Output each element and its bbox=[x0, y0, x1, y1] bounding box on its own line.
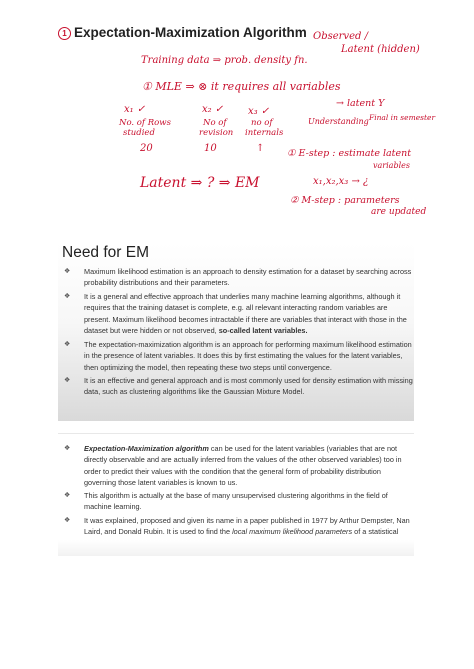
bullet-text: can be used for the latent variables (variables that are not directly observable and are actually inferred from the values of the other observed variables) too in order to predict their values with the condition that the general form of probability distribution governing those latent variables is known to us. bbox=[84, 444, 402, 488]
bullet-icon: ❖ bbox=[64, 492, 71, 499]
note-estep: ① E-step : estimate latent bbox=[287, 148, 412, 159]
note-mstep: ② M-step : parameters bbox=[290, 195, 400, 206]
bullet-text: The expectation-maximization algorithm is an approach for performing maximum likelihood estimation in the presence of latent variables. It does this by first estimating the values for the latent variables, then optimizing the model, then repeating these two steps until convergence. bbox=[84, 340, 412, 372]
bullet-icon: ❖ bbox=[64, 293, 71, 300]
note-x1-desc2: studied bbox=[123, 128, 155, 138]
note-x2-desc1: No of bbox=[203, 118, 227, 128]
note-x3-val: ↑ bbox=[256, 143, 265, 154]
note-x1-desc1: No. of Rows bbox=[119, 118, 171, 128]
note-training: Training data ⇒ prob. density fn. bbox=[141, 55, 308, 66]
bullet-icon: ❖ bbox=[64, 517, 71, 524]
bullet-icon: ❖ bbox=[64, 377, 71, 384]
note-x3-desc1: no of bbox=[251, 118, 273, 128]
note-variables: variables bbox=[373, 161, 410, 170]
note-x2: x₂ ✓ bbox=[202, 104, 224, 115]
section-heading: Need for EM bbox=[62, 244, 150, 261]
note-final-exam: Final in semester bbox=[369, 113, 436, 122]
bullet-icon: ❖ bbox=[64, 268, 71, 275]
note-x1: x₁ ✓ bbox=[124, 104, 146, 115]
note-latent-em: Latent ⇒ ? ⇒ EM bbox=[140, 175, 260, 191]
bullet-text: Maximum likelihood estimation is an approach to density estimation for a dataset by searching across probability distributions and their parameters. bbox=[84, 267, 412, 288]
bullet-text: It was explained, proposed and given its name in a paper published in 1977 by Arthur Dempster, Nan Laird, and Donald Rubin. It is used to find the bbox=[84, 516, 410, 537]
note-x3-desc2: internals bbox=[245, 128, 284, 138]
bullet-text: It is a general and effective approach that underlies many machine learning algorithms, although it requires that the training dataset is complete, e.g. all relevant interacting random variables are present. Maximum likelihood becomes intractable if there are variables that interact with those in the dataset but were hidden or not observed, bbox=[84, 292, 407, 336]
note-latent-hidden: Latent (hidden) bbox=[341, 44, 420, 55]
bullet-text: This algorithm is actually at the base of many unsupervised clustering algorithms in the field of machine learning. bbox=[84, 491, 388, 512]
note-observed: Observed / bbox=[313, 31, 368, 42]
note-mle: ① MLE ⇒ ⊗ it requires all variables bbox=[142, 80, 341, 93]
note-x2-desc2: revision bbox=[199, 128, 234, 138]
note-x1-val: 20 bbox=[140, 143, 153, 154]
bullet-italic-text: Expectation-Maximization algorithm bbox=[84, 444, 209, 453]
bullet-italic-text: local maximum likelihood parameters bbox=[232, 527, 353, 537]
note-x123: x₁,x₂,x₃ → ¿ bbox=[313, 176, 369, 187]
title-number: 1 bbox=[58, 27, 71, 40]
divider bbox=[58, 433, 414, 434]
note-x2-val: 10 bbox=[204, 143, 217, 154]
note-latent-y: → latent Y bbox=[336, 98, 385, 109]
note-understanding: Understanding bbox=[308, 117, 369, 126]
bullet-text: of a statistical bbox=[354, 527, 399, 537]
section-shade bbox=[58, 540, 414, 556]
note-updated: are updated bbox=[371, 207, 427, 217]
page-title bbox=[58, 25, 307, 40]
bullet-text: It is an effective and general approach and is most commonly used for density estimation with missing data, such as clustering algorithms like the Gaussian Mixture Model. bbox=[84, 376, 413, 397]
bullet-icon: ❖ bbox=[64, 445, 71, 452]
note-x3: x₃ ✓ bbox=[248, 106, 270, 117]
bullet-bold-text: so-called latent variables. bbox=[218, 326, 308, 336]
bullet-icon: ❖ bbox=[64, 341, 71, 348]
title-text: Expectation-Maximization Algorithm bbox=[74, 25, 307, 40]
